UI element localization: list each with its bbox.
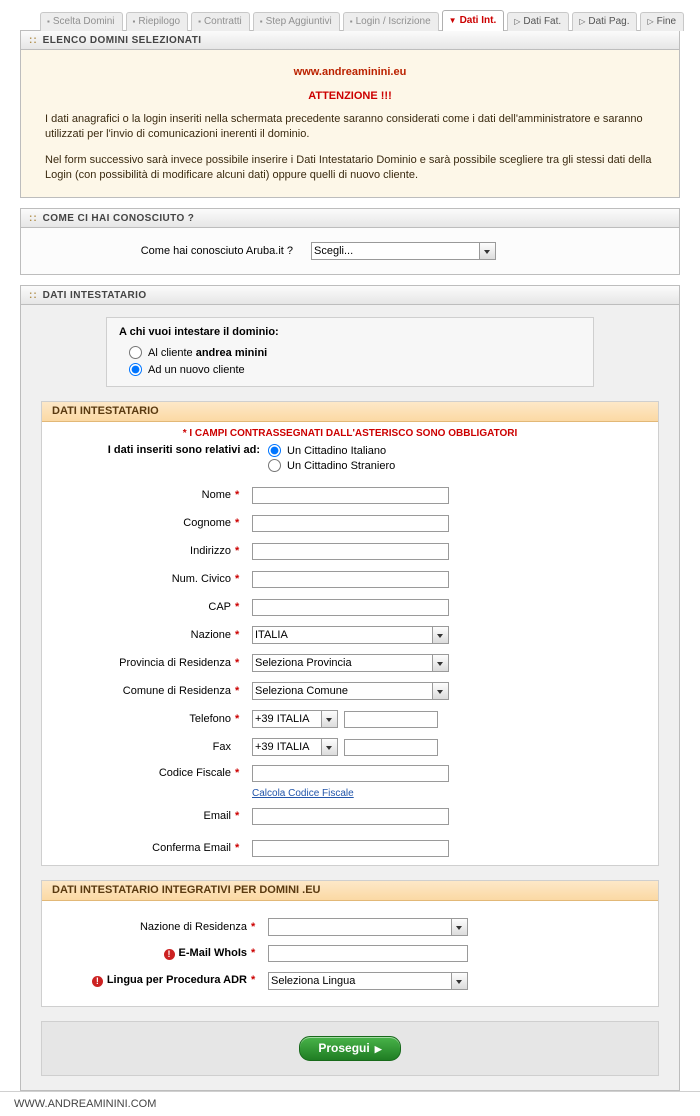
required-asterisk: * [235,517,240,529]
tab-dati-pag[interactable] [572,12,637,31]
tab-label: Dati Fat. [523,16,562,27]
select-comune[interactable] [252,682,449,700]
label-indirizzo: Indirizzo * [42,545,252,557]
required-asterisk [231,741,247,753]
calcola-codice-fiscale-link[interactable]: Calcola Codice Fiscale [252,787,354,799]
label-nazione-residenza: Nazione di Residenza * [42,921,268,933]
field-row-num-civico [42,565,658,593]
field-row-telefono [42,705,658,733]
tab-marker-icon: ▷ [647,17,654,26]
fax-prefix-wrap [252,738,338,756]
required-asterisk: * [251,947,256,959]
field-row-cap [42,593,658,621]
input-email-whois[interactable] [268,945,468,962]
tab-marker-icon: ▪ [198,17,201,26]
citizen-type-options [268,443,395,473]
tab-label: Fine [656,16,677,27]
input-indirizzo[interactable] [252,543,449,560]
tab-fine[interactable] [640,12,684,31]
field-row-nome [42,481,658,509]
tab-marker-icon: ▪ [132,17,136,26]
citizen-type-label: I dati inseriti sono relativi ad: [107,444,260,456]
section-bullet-icon: :: [29,213,38,224]
label-comune: Comune di Residenza * [42,685,252,697]
spacer [20,198,680,208]
holder-choice-existing-label: Al cliente andrea minini [148,346,268,359]
required-asterisk: * [235,767,240,779]
tab-label: Riepilogo [138,16,181,27]
field-row-conferma-email [42,831,658,865]
tab-dati-fat[interactable] [507,12,569,31]
label-lingua-adr: ! Lingua per Procedura ADR * [42,974,268,987]
radio-existing-customer[interactable] [129,346,142,359]
comune-select-wrap [252,682,449,700]
section-header-know [20,208,680,227]
required-fields-note: * I CAMPI CONTRASSEGNATI DALL'ASTERISCO SONO OBBLIGATORI [182,428,518,439]
citizen-foreign-row[interactable] [268,458,395,473]
holder-data-card-title: DATI INTESTATARIO [42,402,658,422]
field-row-nazione [42,621,658,649]
holder-choice-box [106,317,594,387]
section-header-domains [20,30,680,49]
holder-data-card [41,401,659,866]
input-fax[interactable] [344,739,438,756]
nazione-select-wrap [252,626,449,644]
field-row-fax [42,733,658,761]
input-email[interactable] [252,808,449,825]
label-provincia: Provincia di Residenza * [42,657,252,669]
label-fax: Fax [42,741,252,753]
field-row-lingua-adr [42,967,658,994]
telefono-prefix-wrap [252,710,338,728]
tab-contratti[interactable] [191,12,250,31]
tab-dati-int[interactable] [442,10,505,31]
label-cap: CAP * [42,601,252,613]
tab-label: Scelta Domini [52,16,115,27]
selected-domain: www.andreaminini.eu [293,66,407,78]
tab-step-aggiuntivi[interactable] [253,12,340,31]
required-asterisk: * [235,629,240,641]
section-title: COME CI HAI CONOSCIUTO ? [42,213,195,224]
play-icon: ▶ [374,1044,382,1054]
tab-marker-icon: ▼ [448,16,457,25]
radio-citizen-italian[interactable] [268,444,281,457]
know-panel [20,227,680,275]
input-conferma-email[interactable] [252,840,449,857]
input-cognome[interactable] [252,515,449,532]
wizard-tabstrip [0,0,700,30]
select-lingua-adr[interactable] [268,972,468,990]
notice-paragraph-2: Nel form successivo sarà invece possibile inserire i Dati Intestatario Dominio e sarà possibile scegliere tra gli stessi dati della Login (con possibilità di modificare alcuni dati) oppure quelli di nuovo cliente. [45,154,652,181]
select-fax-prefix[interactable] [252,738,338,756]
citizen-type-row [42,443,658,481]
required-asterisk: * [235,842,240,854]
label-nazione: Nazione * [42,629,252,641]
holder-choice-new-label: Ad un nuovo cliente [148,363,245,376]
required-asterisk: * [235,573,240,585]
tab-scelta-domini[interactable] [40,12,123,31]
required-asterisk: * [235,545,240,557]
tab-label: Dati Pag. [588,16,630,27]
select-nazione[interactable] [252,626,449,644]
calc-codice-fiscale-row [42,785,658,801]
tab-label: Contratti [203,16,242,27]
input-cap[interactable] [252,599,449,616]
select-nazione-residenza[interactable] [268,918,468,936]
tab-label: Step Aggiuntivi [265,16,332,27]
prosegui-button[interactable] [299,1036,400,1061]
input-num-civico[interactable] [252,571,449,588]
section-bullet-icon: :: [29,290,38,301]
spacer [20,275,680,285]
citizen-foreign-label: Un Cittadino Straniero [287,459,396,472]
holder-choice-question: A chi vuoi intestare il dominio: [119,326,279,338]
input-telefono[interactable] [344,711,438,728]
required-asterisk: * [235,657,240,669]
radio-new-customer[interactable] [129,363,142,376]
tab-riepilogo[interactable] [126,12,189,31]
eu-data-card-title: DATI INTESTATARIO INTEGRATIVI PER DOMINI .EU [42,881,658,901]
know-select[interactable] [311,242,496,260]
field-row-nazione-residenza [42,913,658,940]
required-asterisk: * [235,685,240,697]
submit-area [41,1021,659,1076]
know-select-wrap [311,242,496,260]
attention-heading: ATTENZIONE !!! [308,90,392,102]
citizen-italian-label: Un Cittadino Italiano [287,444,387,457]
info-icon: ! [164,949,175,960]
required-asterisk: * [251,974,256,986]
field-row-email [42,801,658,831]
provincia-select-wrap [252,654,449,672]
section-header-holder [20,285,680,304]
citizen-italian-row[interactable] [268,443,395,458]
tab-login-iscrizione[interactable] [343,12,439,31]
tab-marker-icon: ▪ [259,17,263,26]
tab-marker-icon: ▪ [47,17,50,26]
lingua-adr-select-wrap [268,972,468,990]
input-codice-fiscale[interactable] [252,765,449,782]
tab-label: Login / Iscrizione [355,16,431,27]
input-nome[interactable] [252,487,449,504]
section-title: ELENCO DOMINI SELEZIONATI [42,35,202,46]
label-codice-fiscale: Codice Fiscale * [42,767,252,779]
spacer [41,1007,659,1021]
label-num-civico: Num. Civico * [42,573,252,585]
required-asterisk: * [251,920,256,933]
required-asterisk: * [235,713,240,725]
select-provincia[interactable] [252,654,449,672]
field-row-codice-fiscale [42,761,658,785]
domains-panel [20,49,680,198]
label-email-whois: ! E-Mail WhoIs * [42,947,268,960]
label-telefono: Telefono * [42,713,252,725]
tab-marker-icon: ▷ [579,17,586,26]
field-row-indirizzo [42,537,658,565]
field-row-provincia [42,649,658,677]
label-cognome: Cognome * [42,517,252,529]
notice-paragraph-1: I dati anagrafici o la login inseriti nella schermata precedente saranno considerati come i dati dell'amministratore e saranno utilizzati per l'invio di comunicazioni inerenti il dominio. [45,113,643,140]
footer-watermark: WWW.ANDREAMININI.COM [0,1091,700,1115]
tab-label: Dati Int. [459,15,497,26]
eu-data-card [41,880,659,1007]
know-label: Come hai conosciuto Aruba.it ? [140,245,293,257]
domains-notice [21,50,679,197]
label-nome: Nome * [42,489,252,501]
label-email: Email * [42,810,252,822]
holder-choice-new[interactable] [119,361,593,378]
radio-citizen-foreign[interactable] [268,459,281,472]
tab-marker-icon: ▷ [514,17,521,26]
field-row-comune [42,677,658,705]
label-conferma-email: Conferma Email * [42,842,252,854]
page-content [20,30,680,1091]
info-icon: ! [92,976,103,987]
prosegui-label: Prosegui [318,1041,370,1055]
nazione-residenza-select-wrap [268,918,468,936]
section-title: DATI INTESTATARIO [42,290,147,301]
tab-marker-icon: ▪ [349,17,353,26]
required-asterisk: * [235,810,240,822]
holder-choice-existing[interactable] [119,344,593,361]
section-bullet-icon: :: [29,35,38,46]
field-row-cognome [42,509,658,537]
required-asterisk: * [235,601,240,613]
required-asterisk: * [235,489,240,501]
holder-panel [20,304,680,1091]
field-row-email-whois [42,940,658,967]
select-telefono-prefix[interactable] [252,710,338,728]
